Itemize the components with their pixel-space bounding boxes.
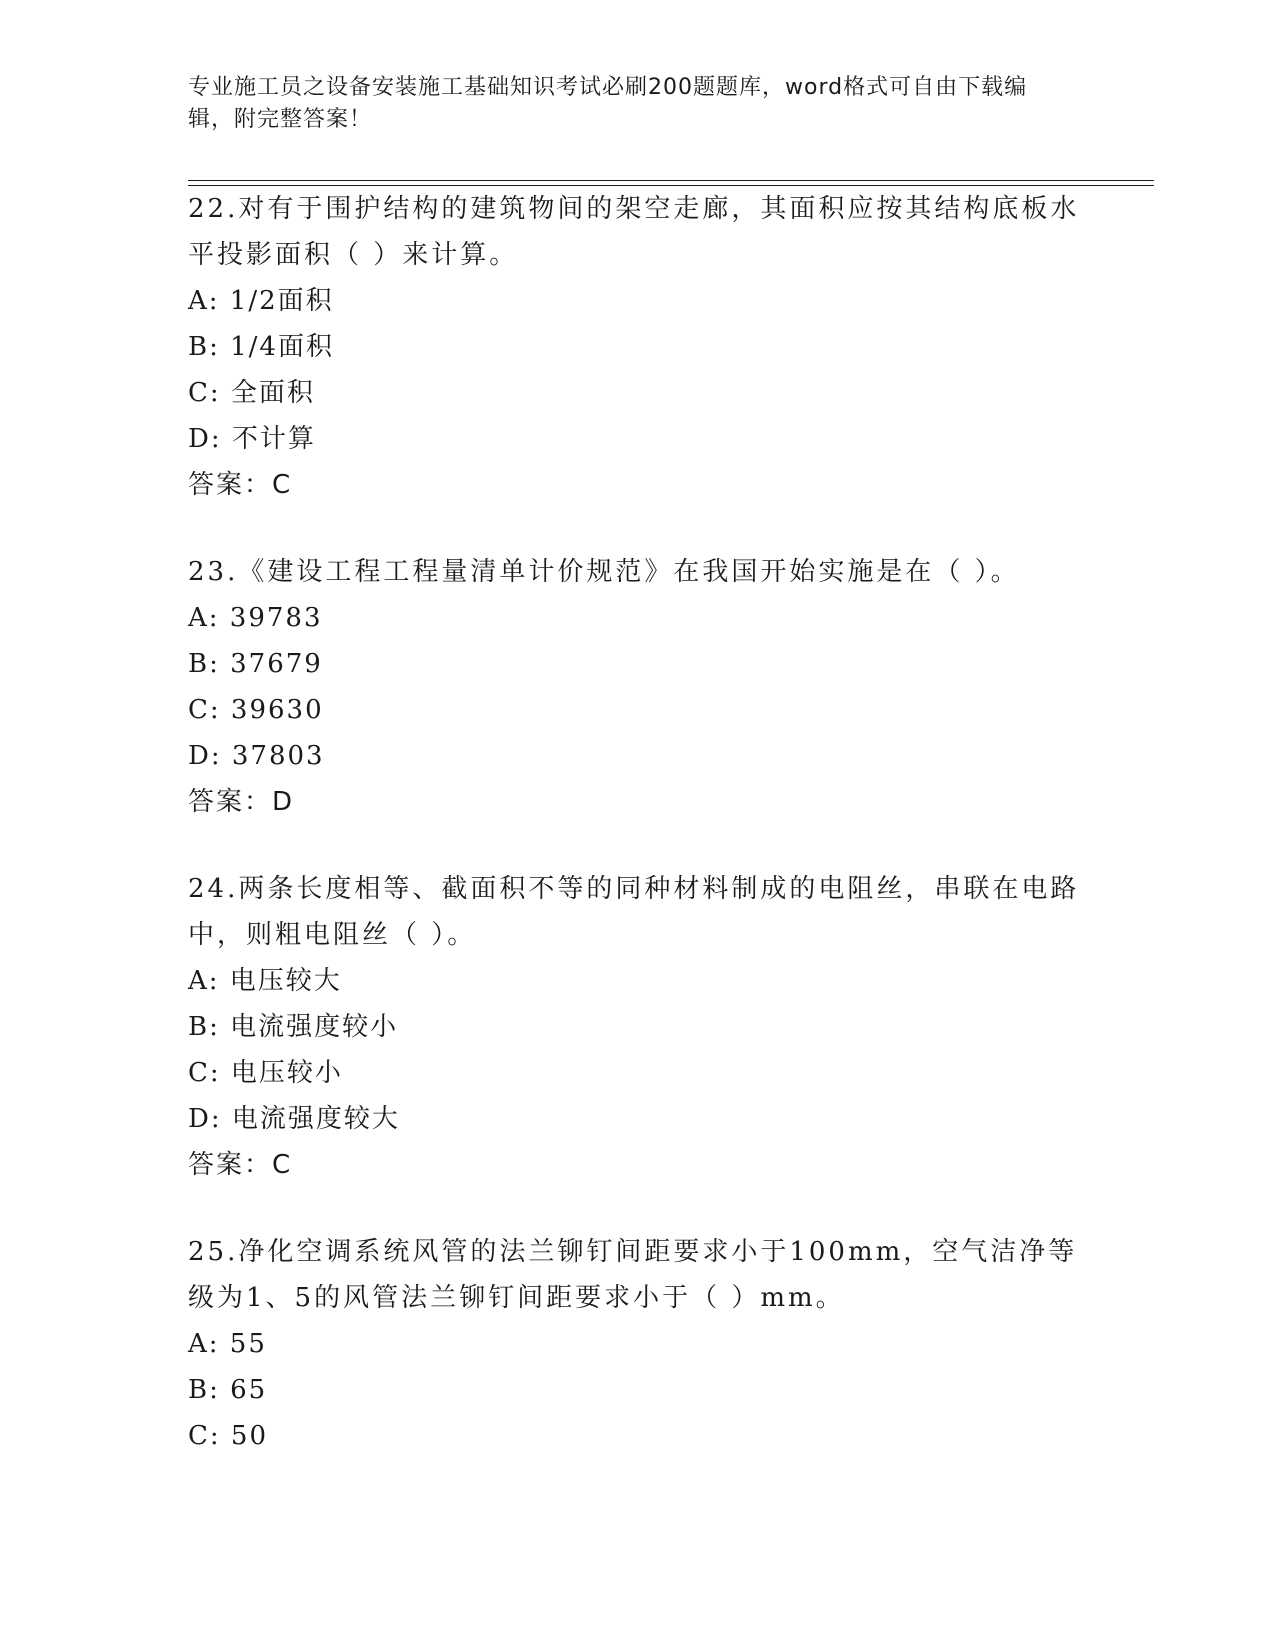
option-b: B: 37679	[188, 649, 323, 679]
option-b: B: 电流强度较小	[188, 1012, 399, 1042]
question-list	[188, 186, 1088, 1500]
option-d: D: 不计算	[188, 424, 316, 454]
question-23	[188, 549, 1088, 825]
option-a: A: 1/2面积	[188, 286, 334, 316]
option-d: D: 电流强度较大	[188, 1104, 400, 1134]
option-b: B: 1/4面积	[188, 332, 334, 362]
question-24	[188, 866, 1088, 1188]
option-c: C: 电压较小	[188, 1058, 343, 1088]
question-stem: 22.对有于围护结构的建筑物间的架空走廊，其面积应按其结构底板水平投影面积（ ）来计算。	[188, 194, 1080, 270]
header-divider-top	[188, 180, 1154, 181]
option-a: A: 电压较大	[188, 966, 342, 996]
answer-line: 答案：C	[188, 470, 293, 500]
option-c: C: 50	[188, 1421, 269, 1451]
question-stem: 25.净化空调系统风管的法兰铆钉间距要求小于100mm，空气洁净等级为1、5的风管法兰铆钉间距要求小于（ ）mm。	[188, 1237, 1078, 1313]
answer-line: 答案：C	[188, 1150, 293, 1180]
option-a: A: 39783	[188, 603, 323, 633]
option-b: B: 65	[188, 1375, 268, 1405]
option-d: D: 37803	[188, 741, 325, 771]
question-stem: 23.《建设工程工程量清单计价规范》在我国开始实施是在（ ）。	[188, 557, 1020, 587]
document-header	[188, 72, 1068, 136]
document-title: 专业施工员之设备安装施工基础知识考试必刷200题题库，word格式可自由下载编辑，附完整答案！	[188, 75, 1028, 132]
option-a: A: 55	[188, 1329, 267, 1359]
question-stem: 24.两条长度相等、截面积不等的同种材料制成的电阻丝，串联在电路中，则粗电阻丝（ ）。	[188, 874, 1080, 950]
answer-line: 答案：D	[188, 787, 295, 817]
option-c: C: 全面积	[188, 378, 315, 408]
option-c: C: 39630	[188, 695, 324, 725]
question-22	[188, 186, 1088, 508]
question-25	[188, 1229, 1088, 1459]
